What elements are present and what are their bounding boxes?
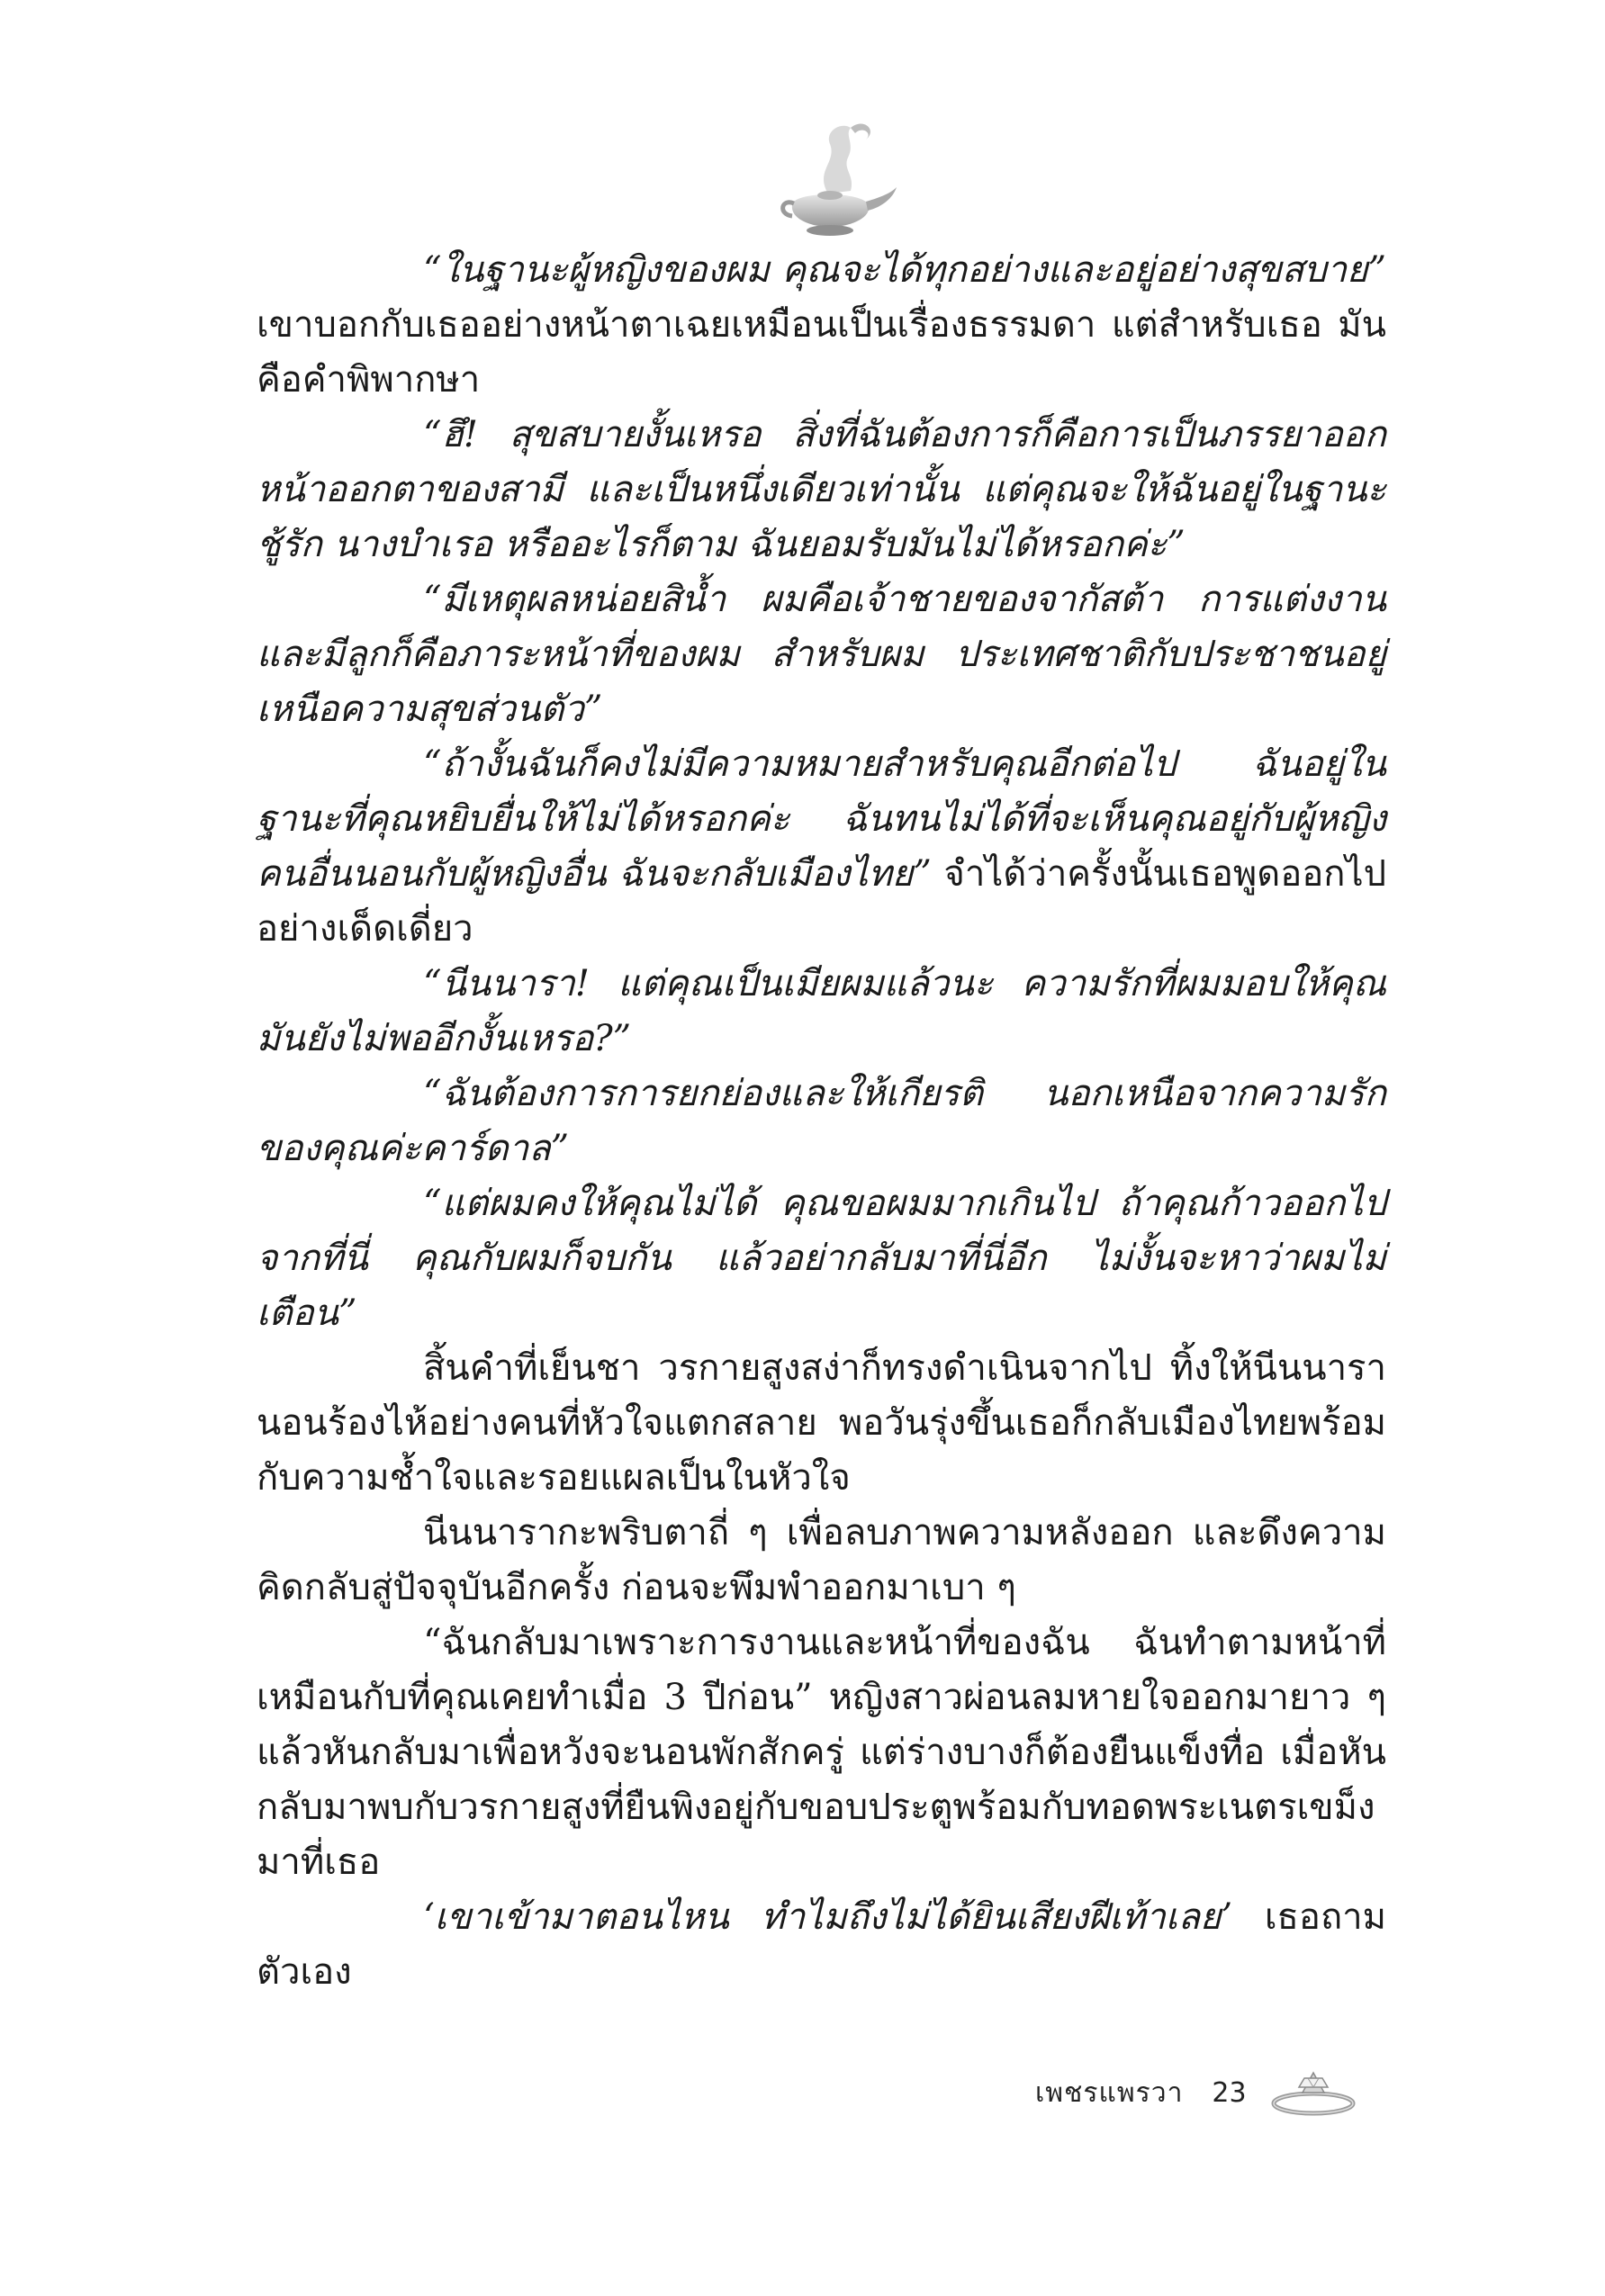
- diamond-ring-icon: [1268, 2067, 1358, 2118]
- paragraph: “ถ้างั้นฉันก็คงไม่มีความหมายสำหรับคุณอีกต่อไป ฉันอยู่ในฐานะที่คุณหยิบยื่นให้ไม่ได้หรอกค่ะ ฉันทนไม่ได้ที่จะเห็นคุณอยู่กับผู้หญิงคนอื่นนอนกับผู้หญิงอื่น ฉันจะกลับเมืองไทย” จำได้ว่าครั้งนั้นเธอพูดออกไปอย่างเด็ดเดี่ยว: [257, 743, 1386, 950]
- paragraph: สิ้นคำที่เย็นชา วรกายสูงสง่าก็ทรงดำเนินจากไป ทิ้งให้นีนนารานอนร้องไห้อย่างคนที่หัวใจแตกสลาย พอวันรุ่งขึ้นเธอก็กลับเมืองไทยพร้อมกับความช้ำใจและรอยแผลเป็นในหัวใจ: [257, 1347, 1386, 1499]
- paragraph: “มีเหตุผลหน่อยสิน้ำ ผมคือเจ้าชายของจากัสต้า การแต่งงานและมีลูกก็คือภาระหน้าที่ของผม สำหรับผม ประเทศชาติกับประชาชนอยู่เหนือความสุขส่วนตัว”: [257, 579, 1386, 730]
- book-title: เพชรแพรวา: [1035, 2076, 1184, 2109]
- paragraph: “นีนนารา! แต่คุณเป็นเมียผมแล้วนะ ความรักที่ผมมอบให้คุณมันยังไม่พออีกงั้นเหรอ?”: [257, 963, 1386, 1059]
- page-footer: [1035, 2066, 1358, 2120]
- paragraph: “ในฐานะผู้หญิงของผม คุณจะได้ทุกอย่างและอยู่อย่างสุขสบาย” เขาบอกกับเธออย่างหน้าตาเฉยเหมือนเป็นเรื่องธรรมดา แต่สำหรับเธอ มันคือคำพิพากษา: [257, 249, 1386, 401]
- page-number: 23: [1212, 2076, 1247, 2109]
- paragraph: “แต่ผมคงให้คุณไม่ได้ คุณขอผมมากเกินไป ถ้าคุณก้าวออกไปจากที่นี่ คุณกับผมก็จบกัน แล้วอย่ากลับมาที่นี่อีก ไม่งั้นจะหาว่าผมไม่เตือน”: [257, 1183, 1386, 1334]
- paragraph: ‘เขาเข้ามาตอนไหน ทำไมถึงไม่ได้ยินเสียงฝีเท้าเลย’ เธอถามตัวเอง: [257, 1896, 1386, 1993]
- paragraph: “ฮึ! สุขสบายงั้นเหรอ สิ่งที่ฉันต้องการก็คือการเป็นภรรยาออกหน้าออกตาของสามี และเป็นหนึ่งเดียวเท่านั้น แต่คุณจะให้ฉันอยู่ในฐานะชู้รัก นางบำเรอ หรืออะไรก็ตาม ฉันยอมรับมันไม่ได้หรอกค่ะ”: [257, 414, 1386, 565]
- paragraph: “ฉันกลับมาเพราะการงานและหน้าที่ของฉัน ฉันทำตามหน้าที่เหมือนกับที่คุณเคยทำเมื่อ 3 ปีก่อน” หญิงสาวผ่อนลมหายใจออกมายาว ๆ แล้วหันกลับมาเพื่อหวังจะนอนพักสักครู่ แต่ร่างบางก็ต้องยืนแข็งทื่อ เมื่อหันกลับมาพบกับวรกายสูงที่ยืนพิงอยู่กับขอบประตูพร้อมกับทอดพระเนตรเขม็งมาที่เธอ: [257, 1622, 1386, 1883]
- paragraph: นีนนารากะพริบตาถี่ ๆ เพื่อลบภาพความหลังออก และดึงความคิดกลับสู่ปัจจุบันอีกครั้ง ก่อนจะพึมพำออกมาเบา ๆ: [257, 1512, 1386, 1608]
- paragraph: “ฉันต้องการการยกย่องและให้เกียรติ นอกเหนือจากความรักของคุณค่ะคาร์ดาล”: [257, 1073, 1386, 1169]
- genie-lamp-icon: [765, 108, 900, 243]
- story-text: [257, 243, 1386, 2000]
